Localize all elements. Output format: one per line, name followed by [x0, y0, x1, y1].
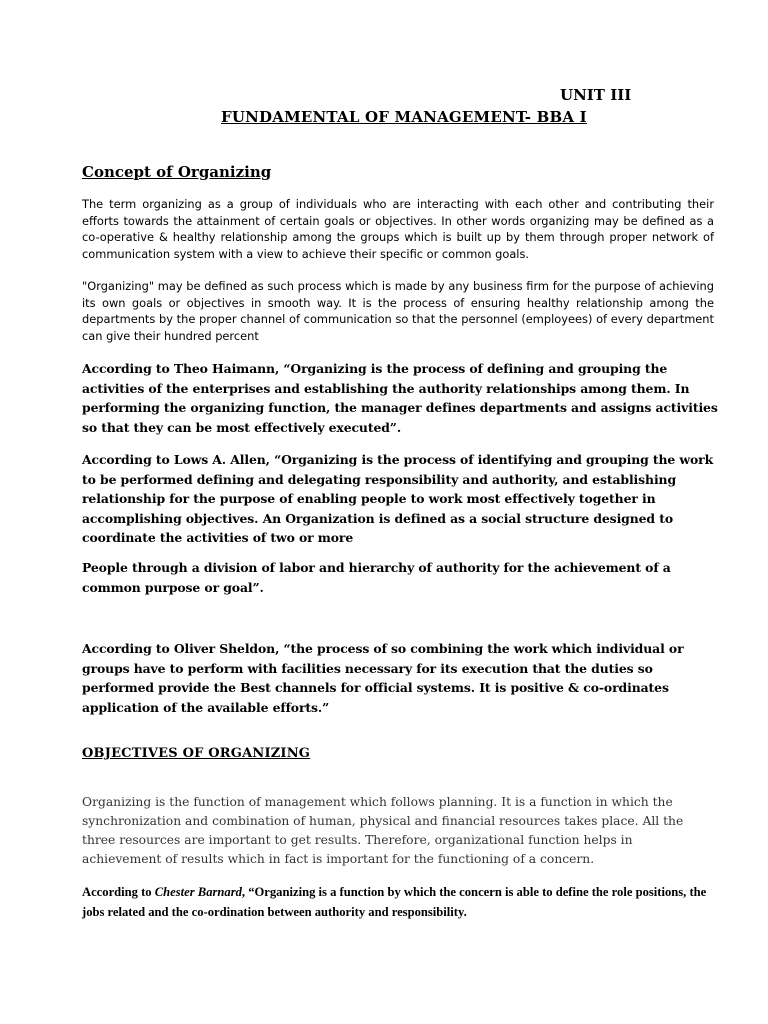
course-title: FUNDAMENTAL OF MANAGEMENT- BBA I	[221, 108, 587, 126]
barnard-name: Chester Barnard	[154, 885, 242, 899]
quote-allen: According to Lows A. Allen, “Organizing is the process of identifying and grouping the work to be performed defining and delegating responsibility and authority, and establishing relationship for the purpose of enabling people to work most effectively together in accomplishing objectives. An Organization is defined as a social structure designed to coordinate the activities of two or more	[82, 452, 714, 545]
barnard-quote-text: , “Organizing is a function by which the concern is able to define the role positions, the jobs related and the co-ordination between authority and responsibility.	[82, 885, 707, 919]
quote-sheldon: According to Oliver Sheldon, “the process of so combining the work which individual or groups have to perform with facilities necessary for its execution that the duties so performed provide the Best channels for official systems. It is positive & co-ordinates application of the available efforts.”	[82, 641, 684, 715]
quote-haimann: According to Theo Haimann, “Organizing is the process of defining and grouping the activities of the enterprises and establishing the authority relationships among them. In performing the organizing function, the manager defines departments and assigns activities so that they can be most effectively executed”.	[82, 361, 718, 435]
objectives-heading: OBJECTIVES OF ORGANIZING	[82, 746, 311, 761]
objectives-paragraph: Organizing is the function of management which follows planning. It is a function in which the synchronization and combination of human, physical and financial resources takes place. All the three resources are important to get results. Therefore, organizational function helps in achievement of results which in fact is important for the functioning of a concern.	[82, 795, 684, 866]
quote-barnard	[82, 882, 722, 922]
concept-heading: Concept of Organizing	[82, 163, 272, 181]
barnard-prefix: According to	[82, 885, 155, 899]
unit-label: UNIT III	[560, 86, 632, 104]
concept-paragraph-2: "Organizing" may be defined as such process which is made by any business firm for the purpose of achieving its own goals or objectives in smooth way. It is the process of ensuring healthy relationship among the departments by the proper channel of communication so that the personnel (employees) of every department can give their hundred percent	[82, 279, 714, 343]
quote-allen-continued: People through a division of labor and hierarchy of authority for the achievement of a common purpose or goal”.	[82, 560, 671, 595]
concept-paragraph-1: The term organizing as a group of individuals who are interacting with each other and contributing their efforts towards the attainment of certain goals or objectives. In other words organizing may be defined as a co-operative & healthy relationship among the groups which is built up by them through proper network of communication system with a view to achieve their specific or common goals.	[82, 197, 714, 261]
